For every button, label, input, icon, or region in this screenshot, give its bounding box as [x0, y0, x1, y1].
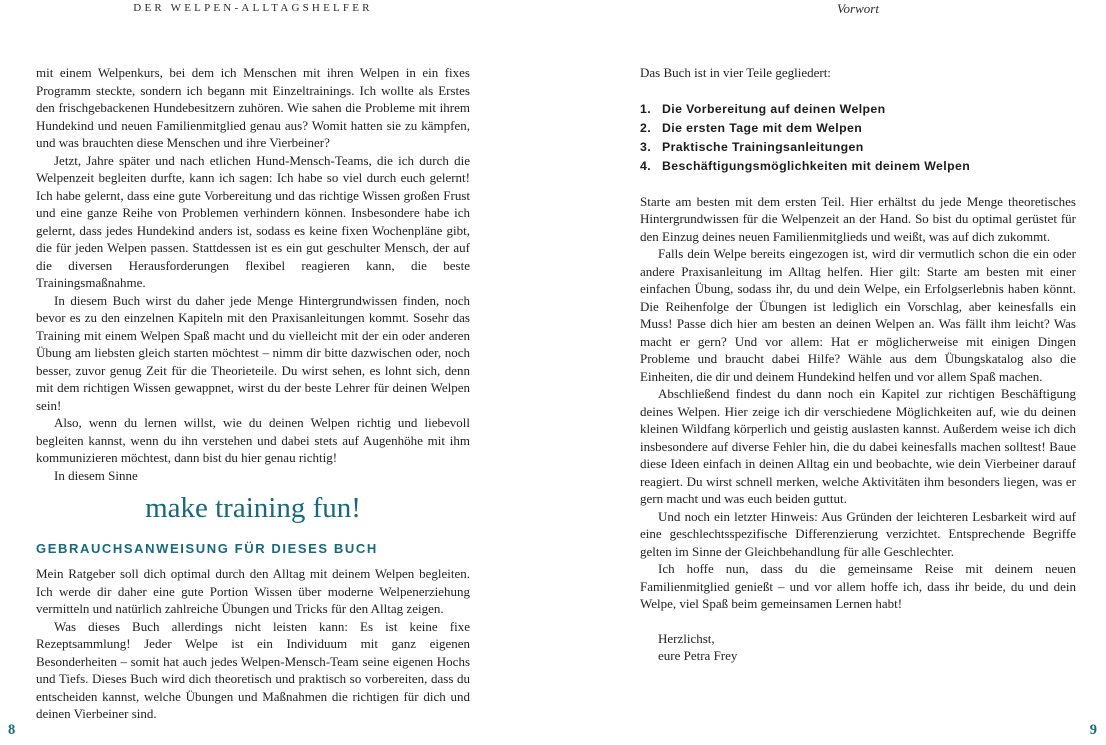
paragraph: Falls dein Welpe bereits eingezogen ist, wird dir vermutlich schon die ein oder andere Praxisanleitung im Alltag helfen. Hier gilt: Starte am besten mit einer einfachen Übung, sodass ihr, du und dein Welpe, ein Erfolgserlebnis haben könnt. Die Reihenfolge der Übungen ist lediglich ein Vorschlag, aber keinesfalls ein Muss! Passe dich hier am besten an deinen Welpen an. Was fällt ihm leicht? Was macht er gern? Und vor allem: Hat er möglicherweise mit einigen Dingen Probleme und braucht dabei Hilfe? Wähle aus dem Übungskatalog also die Einheiten, die dir und deinem Hundekind helfen und vor allem Spaß machen. — [640, 246, 1076, 384]
toc-item — [640, 100, 1076, 119]
toc-number: 1. — [640, 101, 652, 116]
paragraph: Was dieses Buch allerdings nicht leisten kann: Es ist keine fixe Rezeptsammlung! Jeder Welpe ist ein Individuum mit ganz eigenen Besonderheiten – somit hat auch jedes Welpen-Mensch-Team seine eigenen Hochs und Tiefs. Dieses Buch wird dich theoretisch und praktisch so vorbereiten, dass du entscheiden kannst, welche Übungen und Maßnahmen die richtigen für dich und deinen Vierbeiner sind. — [36, 618, 470, 721]
right-running-head: Vorwort — [837, 1, 879, 16]
paragraph: Mein Ratgeber soll dich optimal durch den Alltag mit deinem Welpen begleiten. Ich werde dir daher eine gute Portion Wissen über moderne Welpenerziehung vermitteln und natürlich zahlreiche Übungen und Tricks für den Alltag zeigen. — [36, 566, 470, 616]
left-page — [36, 64, 470, 723]
closing-line: Herzlichst, — [658, 630, 715, 646]
page-number-left: 8 — [8, 722, 16, 738]
right-page — [640, 64, 1076, 665]
page-number-right: 9 — [1089, 722, 1097, 738]
paragraph: In diesem Buch wirst du daher jede Menge Hintergrundwissen finden, noch bevor es zu den einzelnen Kapiteln mit den Praxisanleitungen kommt. Sosehr das Training mit einem Welpen Spaß macht und du vielleicht mit der ein oder anderen Übung am liebsten gleich starten möchtest – nimm dir bitte dazwischen oder, noch besser, zuvor genug Zeit für die Theorieteile. Du wirst sehen, es lohnt sich, denn mit dem richtigen Wissen gewappnet, wirst du der beste Lehrer für deinen Welpen sein! — [36, 292, 470, 413]
paragraph: Also, wenn du lernen willst, wie du deinen Welpen richtig und liebevoll begleiten kannst, wenn du ihn verstehen und dabei stets auf Augenhöhe mit ihm kommunizieren möchtest, dann bist du hier genau richtig! — [36, 415, 470, 465]
paragraph: Abschließend findest du dann noch ein Kapitel zur richtigen Beschäftigung deines Welpen. Hier zeige ich dir verschiedene Möglichkeiten auf, wie du deinen kleinen Wildfang körperlich und geistig auslasten kannst. Außerdem weise ich dich insbesondere auf diverse Fehler hin, die du dabei keinesfalls machen solltest! Baue diese Ideen einfach in deinen Alltag ein und beobachte, wie dein Vierbeiner darauf reagiert. Du wirst schnell merken, welche Aktivitäten ihm besonders liegen, was er gern macht und was euch beiden guttut. — [640, 386, 1076, 506]
lead-in-line: In diesem Sinne — [54, 467, 138, 483]
toc-label: Beschäftigungsmöglichkeiten mit deinem Welpen — [662, 158, 971, 173]
toc-label: Praktische Trainingsanleitungen — [662, 139, 864, 154]
toc-number: 3. — [640, 139, 652, 154]
toc-list — [640, 100, 1076, 176]
paragraph: mit einem Welpenkurs, bei dem ich Menschen mit ihren Welpen in ein fixes Programm steckte, sondern ich begann mit Einzeltrainings. Ich wollte als Erstes den frischgebackenen Hundebesitzern zuhören. Wie sahen die Probleme mit ihrem Hundekind und neuen Familienmitglied genau aus? Womit hatten sie zu kämpfen, und was brauchten diese Menschen und ihre Vierbeiner? — [36, 65, 470, 150]
toc-number: 4. — [640, 158, 652, 173]
toc-label: Die ersten Tage mit dem Welpen — [662, 120, 863, 135]
closing-block — [640, 630, 1076, 665]
paragraph: Und noch ein letzter Hinweis: Aus Gründen der leichteren Lesbarkeit wird auf eine geschlechtsspezifische Differenzierung verzichtet. Entsprechende Begriffe gelten im Sinne der Gleichbehandlung für alle Geschlechter. — [640, 508, 1076, 559]
toc-number: 2. — [640, 120, 652, 135]
paragraph: Jetzt, Jahre später und nach etlichen Hund-Mensch-Teams, die ich durch die Welpenzeit begleiten durfte, kann ich sagen: Ich habe so viel durch euch gelernt! Ich habe gelernt, dass eine gute Vorbereitung und das richtige Wissen großen Frust und eine ganze Reihe von Problemen verhindern können. Insbesondere habe ich gelernt, dass jedes Hundekind anders ist, sodass es keine fixen Wochenpläne gibt, die für jeden Welpen passen. Stattdessen ist es ein gut geschulter Mensch, der auf die diversen Herausforderungen flexibel reagieren kann, die beste Trainingsmaßnahme. — [36, 152, 470, 290]
motto-heading: make training fun! — [145, 492, 361, 524]
toc-label: Die Vorbereitung auf deinen Welpen — [662, 101, 886, 116]
left-running-head: DER WELPEN-ALLTAGSHELFER — [133, 2, 373, 14]
intro-line: Das Buch ist in vier Teile gegliedert: — [640, 65, 831, 80]
closing-line: eure Petra Frey — [658, 648, 738, 663]
paragraph: Starte am besten mit dem ersten Teil. Hier erhältst du jede Menge theoretisches Hintergrundwissen für die Welpenzeit an der Hand. So bist du optimal gerüstet für den Einzug deines neuen Familienmitglieds und weißt, was auf dich zukommt. — [640, 193, 1076, 244]
toc-item — [640, 138, 1076, 157]
paragraph: Ich hoffe nun, dass du die gemeinsame Reise mit deinem neuen Familienmitglied genießt – und vor allem hoffe ich, dass ihr beide, du und dein Welpe, viel Spaß beim gemeinsamen Lernen habt! — [640, 561, 1076, 611]
section-heading: GEBRAUCHSANWEISUNG FÜR DIESES BUCH — [36, 541, 378, 556]
toc-item — [640, 157, 1076, 176]
toc-item — [640, 119, 1076, 138]
